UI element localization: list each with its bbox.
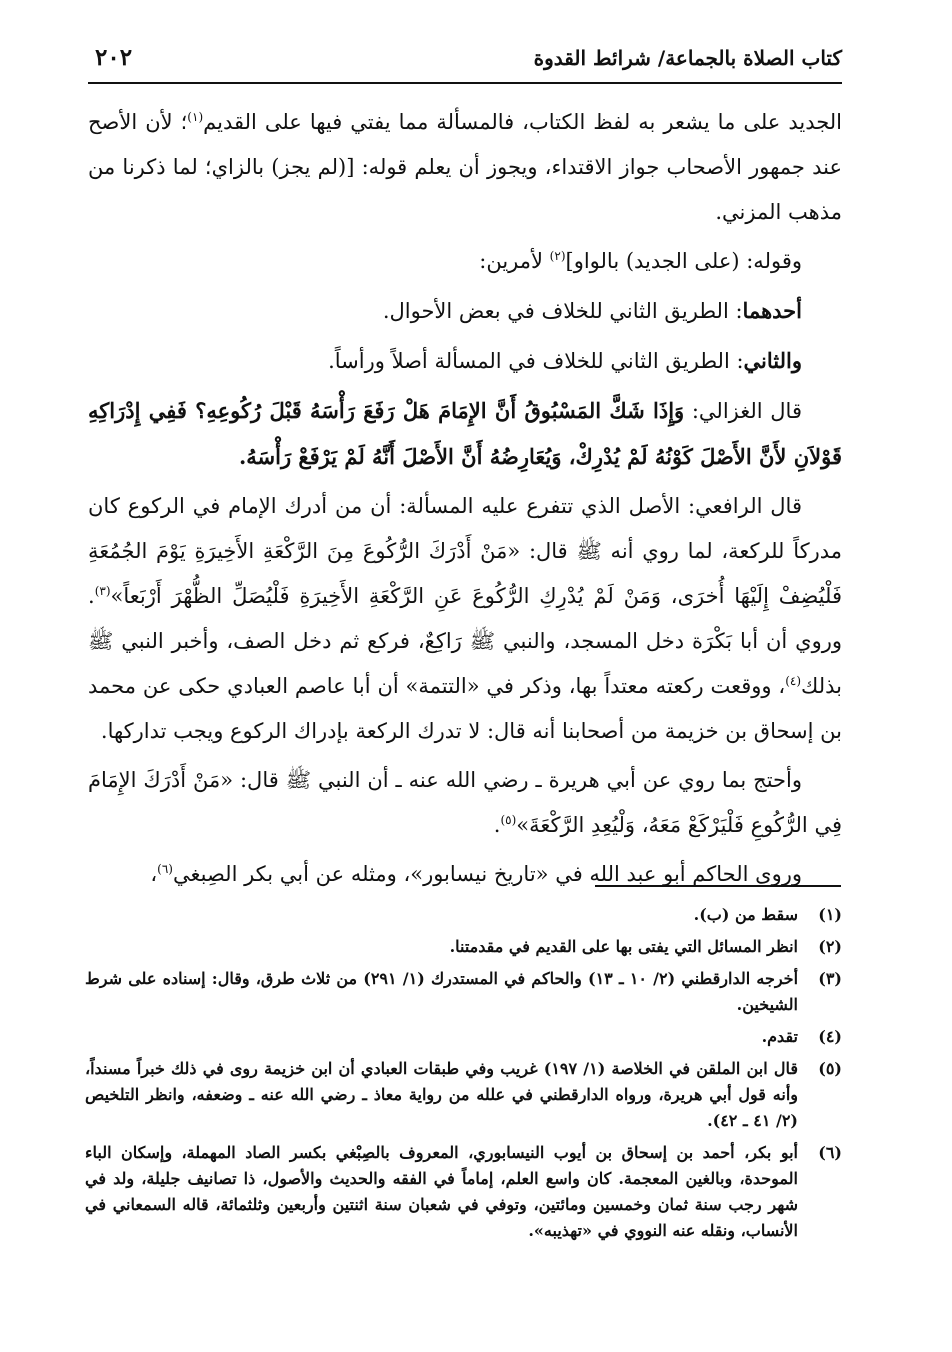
paragraph-2 [88, 239, 842, 284]
footnote-text: تقدم. [761, 1027, 798, 1046]
paragraph-label: والثاني [743, 348, 802, 373]
quoted-text: وَإِذَا شَكَّ المَسْبُوقُ أَنَّ الإِمَامَ هَلْ رَفَعَ رَأْسَهُ قَبْلَ رُكُوعِهِ؟ فَفِي إِدْرَاكِهِ قَوْلاَنِ لأَنَّ الأَصْلَ كَوْنُهُ لَمْ يُدْرِكْ، وَيُعَارِضُهُ أَنَّ الأَصْلَ أَنَّهُ لَمْ يَرْفَعْ رَأْسَهُ. [88, 398, 842, 469]
footnotes [85, 902, 842, 1250]
paragraph-text: وأحتج بما روي عن أبي هريرة ـ رضي الله عنه ـ أن النبي ﷺ قال: «مَنْ أَدْرَكَ الإِمَامَ فِي الرُّكُوعِ فَلْيَرْكَعْ مَعَهُ، وَلْيُعِدِ الرَّكْعَةَ» [88, 768, 842, 837]
paragraph-label: أحدهما [742, 298, 802, 323]
footnote-ref: (٤) [785, 674, 802, 688]
footnote-ref: (٢) [549, 249, 566, 263]
paragraph-3 [88, 288, 842, 334]
paragraph-5-quote [88, 388, 842, 480]
paragraph-text: . [493, 813, 501, 837]
paragraph-7 [88, 758, 842, 848]
footnote-item [85, 934, 842, 960]
footnote-item [85, 1056, 842, 1134]
paragraph-4 [88, 338, 842, 384]
footnote-text: قال ابن الملقن في الخلاصة (١/ ١٩٧) غريب وفي طبقات العبادي أن ابن خزيمة روى في ذلك خبراً مسنداً، وأنه قول أبي هريرة، ورواه الدارقطني في علله من رواية معاذ ـ رضي الله عنه ـ وضعفه، وانظر التلخيص (٢/ ٤١ ـ ٤٢). [85, 1059, 798, 1130]
paragraph-text: : الطريق الثاني للخلاف في المسألة أصلاً ورأساً. [328, 349, 744, 373]
header-title: كتاب الصلاة بالجماعة/ شرائط القدوة [533, 46, 842, 70]
paragraph-6 [88, 484, 842, 754]
header-rule [88, 82, 842, 84]
footnote-item [85, 1140, 842, 1244]
footnote-text: أبو بكر، أحمد بن إسحاق بن أيوب النيسابوري، المعروف بالصِبْغي بكسر الصاد المهملة، وإسكان الباء الموحدة، وبالغين المعجمة. كان واسع العلم، إماماً في الفقه والحديث والأصول، ذا تصانيف جليلة، ولد في شهر رجب سنة ثمان وخمسين ومائتين، وتوفي في شعبان سنة اثنتين وأربعين وثلثمائة، قاله السمعاني في الأنساب، ونقله عنه النووي في «تهذيبه». [85, 1143, 798, 1240]
footnote-text: سقط من (ب). [693, 905, 798, 924]
footnote-number: (٣) [818, 969, 842, 988]
paragraph-text: ، [150, 862, 158, 886]
paragraph-text: الجديد على ما يشعر به لفظ الكتاب، فالمسألة مما يفتي فيها على القديم [203, 110, 842, 134]
page-number: ٢٠٢ [95, 44, 133, 71]
running-header [95, 44, 842, 76]
paragraph-text: وروى الحاكم أبو عبد الله في «تاريخ نيسابور»، ومثله عن أبي بكر الصِبغي [172, 862, 802, 886]
paragraph-text: ، ووقعت ركعته معتداً بها، وذكر في «التتمة» أن أبا عاصم العبادي حكى عن محمد بن إسحاق بن خزيمة من أصحابنا أنه قال: لا تدرك الركعة بإدراك الركوع ويجب تداركها. [88, 674, 842, 743]
paragraph-text: لأمرين: [479, 249, 550, 273]
paragraph-8 [88, 852, 842, 897]
footnote-number: (٦) [818, 1143, 842, 1162]
footnote-ref: (٣) [94, 584, 111, 598]
footnote-item [85, 902, 842, 928]
paragraph-text: قال الرافعي: الأصل الذي تتفرع عليه المسألة: أن من أدرك الإمام في الركوع كان مدركاً للركعة، لما روي أنه ﷺ قال: «مَنْ أَدْرَكَ الرُّكُوعَ مِنَ الرَّكْعَةِ الأَخِيرَةِ يَوْمَ الجُمُعَةِ فَلْيُضِفْ إِلَيْهَا أُخرَى، وَمَنْ لَمْ يُدْرِكِ الرُّكُوعَ عَنِ الرَّكْعَةِ الأَخِيرَةِ فَلْيُصَلِّ الظُّهْرَ أَرْبَعاً» [88, 494, 842, 608]
paragraph-1 [88, 100, 842, 235]
footnote-ref: (١) [187, 110, 204, 124]
footnote-number: (٢) [818, 937, 842, 956]
footnote-text: انظر المسائل التي يفتى بها على القديم في مقدمتنا. [449, 937, 798, 956]
footnote-ref: (٦) [157, 862, 173, 876]
paragraph-text: ؛ لأن الأصح عند جمهور الأصحاب جواز الاقتداء، ويجوز أن يعلم قوله: [(لم يجز) بالزاي؛ لما ذكرنا من مذهب المزني. [88, 110, 842, 224]
footnote-item [85, 1024, 842, 1050]
paragraph-text: وقوله: (على الجديد) بالواو] [565, 249, 802, 273]
paragraph-text: . وروي أن أبا بَكْرَة دخل المسجد، والنبي ﷺ رَاكِعٌ، فركع ثم دخل الصف، وأخبر النبي ﷺ بذلك [88, 584, 842, 698]
footnote-text: أخرجه الدارقطني (٢/ ١٠ ـ ١٣) والحاكم في المستدرك (١/ ٢٩١) من ثلاث طرق، وقال: إسناده على شرط الشيخين. [85, 969, 799, 1014]
footnote-number: (٤) [818, 1027, 842, 1046]
paragraph-lead: قال الغزالي: [684, 399, 802, 423]
footnote-rule [595, 885, 841, 887]
footnote-ref: (٥) [500, 813, 517, 827]
main-text [88, 100, 842, 901]
footnote-number: (١) [818, 905, 842, 924]
footnote-number: (٥) [818, 1059, 842, 1078]
paragraph-text: : الطريق الثاني للخلاف في بعض الأحوال. [382, 299, 743, 323]
footnote-item [85, 966, 842, 1018]
